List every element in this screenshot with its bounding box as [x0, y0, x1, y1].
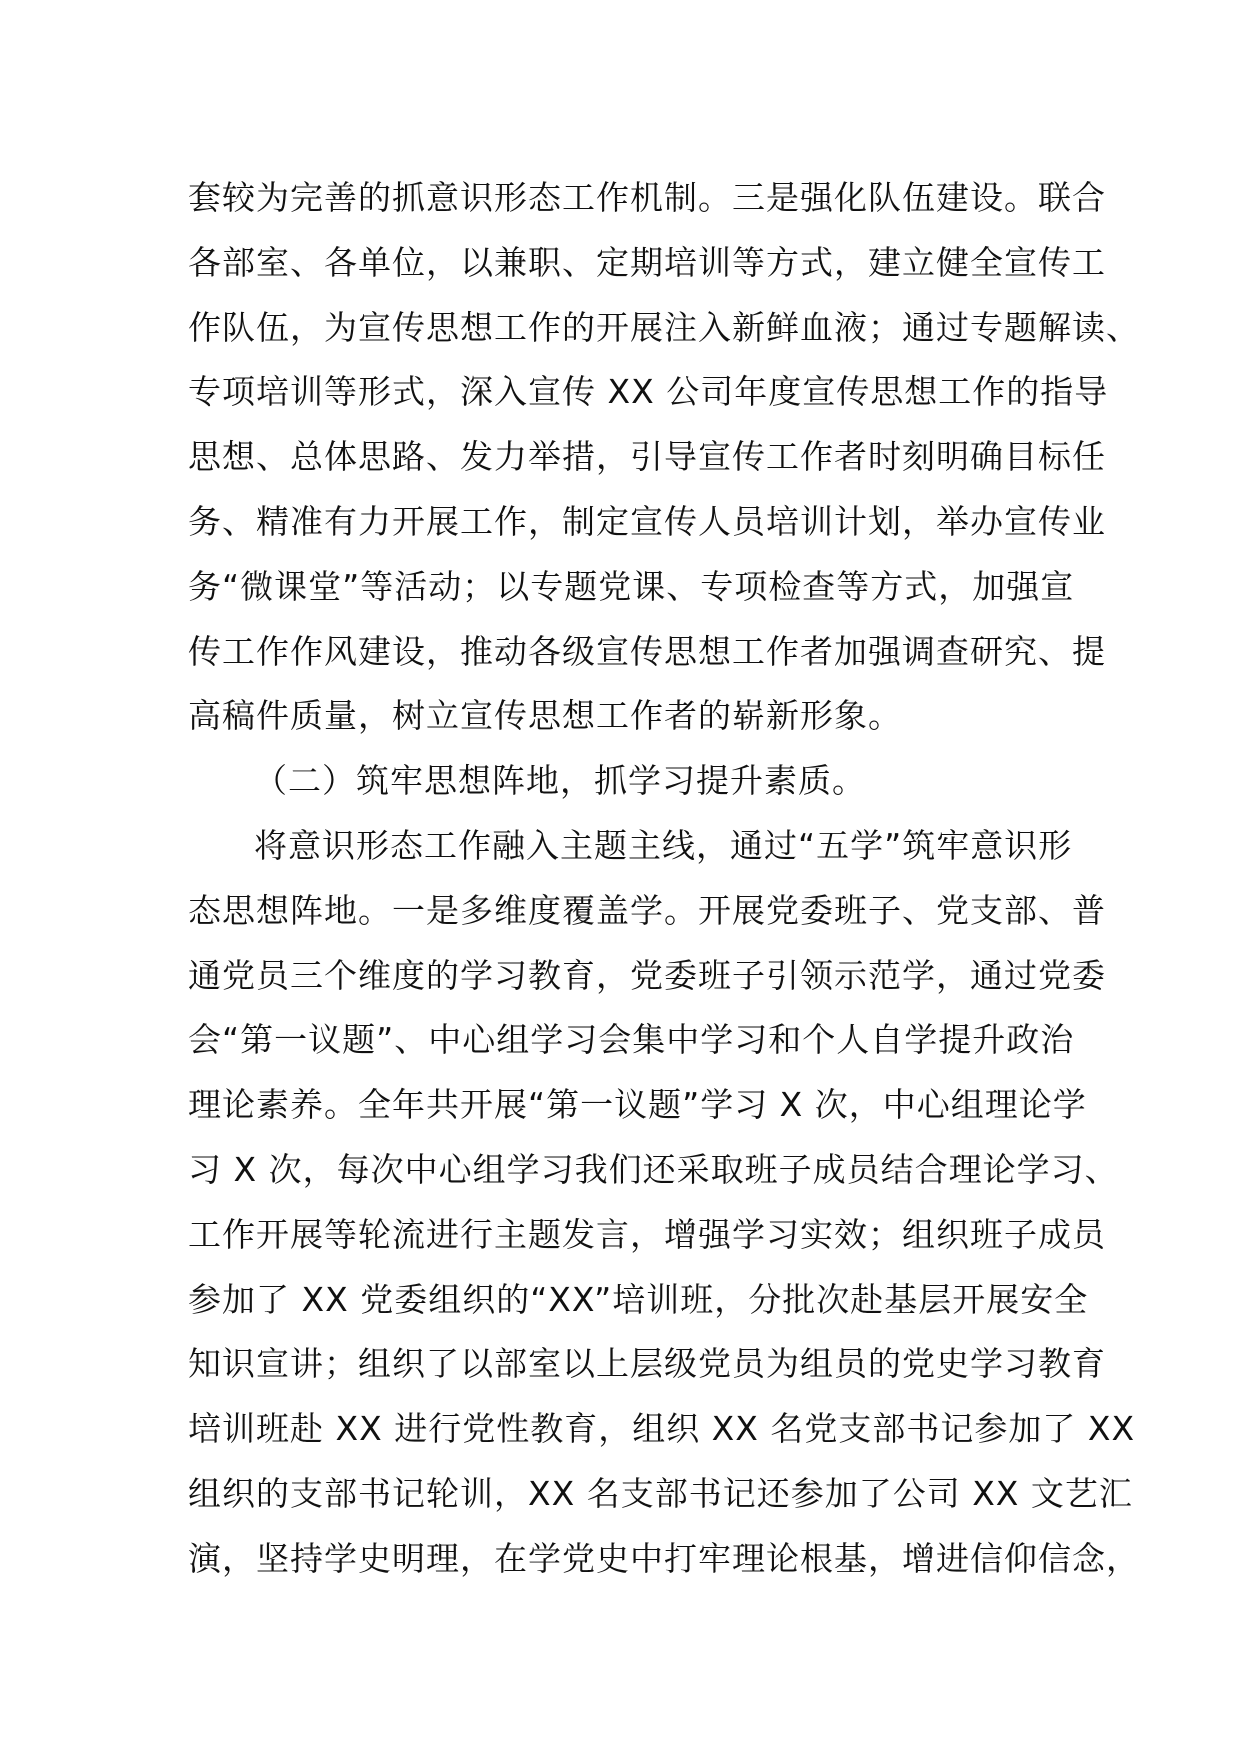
- text-line: 培训班赴 XX 进行党性教育，组织 XX 名党支部书记参加了 XX: [188, 1409, 1136, 1449]
- text-line: 组织的支部书记轮训，XX 名支部书记还参加了公司 XX 文艺汇: [188, 1473, 1133, 1513]
- text-line: 参加了 XX 党委组织的“XX”培训班，分批次赴基层开展安全: [188, 1279, 1089, 1319]
- text-line: 各部室、各单位，以兼职、定期培训等方式，建立健全宣传工: [188, 242, 1106, 282]
- section-heading: （二）筑牢思想阵地，抓学习提升素质。: [254, 761, 866, 801]
- text-line: 演，坚持学史明理，在学党史中打牢理论根基，增进信仰信念，: [188, 1538, 1140, 1578]
- text-line: 通党员三个维度的学习教育，党委班子引领示范学，通过党委: [188, 955, 1106, 995]
- paragraph-first-line: 将意识形态工作融入主题主线，通过“五学”筑牢意识形: [254, 825, 1073, 865]
- text-line: 高稿件质量，树立宣传思想工作者的崭新形象。: [188, 696, 902, 736]
- text-line: 态思想阵地。一是多维度覆盖学。开展党委班子、党支部、普: [188, 890, 1106, 930]
- text-line: 作队伍，为宣传思想工作的开展注入新鲜血液；通过专题解读、: [188, 307, 1140, 347]
- text-line: 理论素养。全年共开展“第一议题”学习 X 次，中心组理论学: [188, 1085, 1087, 1125]
- text-line: 传工作作风建设，推动各级宣传思想工作者加强调查研究、提: [188, 631, 1106, 671]
- text-line: 会“第一议题”、中心组学习会集中学习和个人自学提升政治: [188, 1020, 1075, 1060]
- text-line: 专项培训等形式，深入宣传 XX 公司年度宣传思想工作的指导: [188, 372, 1109, 412]
- document-body: [188, 166, 1140, 1592]
- text-line: 务、精准有力开展工作，制定宣传人员培训计划，举办宣传业: [188, 501, 1106, 541]
- text-line: 务“微课堂”等活动；以专题党课、专项检查等方式，加强宣: [188, 566, 1075, 606]
- text-line: 知识宣讲；组织了以部室以上层级党员为组员的党史学习教育: [188, 1344, 1106, 1384]
- text-line: 习 X 次，每次中心组学习我们还采取班子成员结合理论学习、: [188, 1149, 1119, 1189]
- text-line: 工作开展等轮流进行主题发言，增强学习实效；组织班子成员: [188, 1214, 1106, 1254]
- text-line: 思想、总体思路、发力举措，引导宣传工作者时刻明确目标任: [188, 437, 1106, 477]
- text-line: 套较为完善的抓意识形态工作机制。三是强化队伍建设。联合: [188, 178, 1106, 217]
